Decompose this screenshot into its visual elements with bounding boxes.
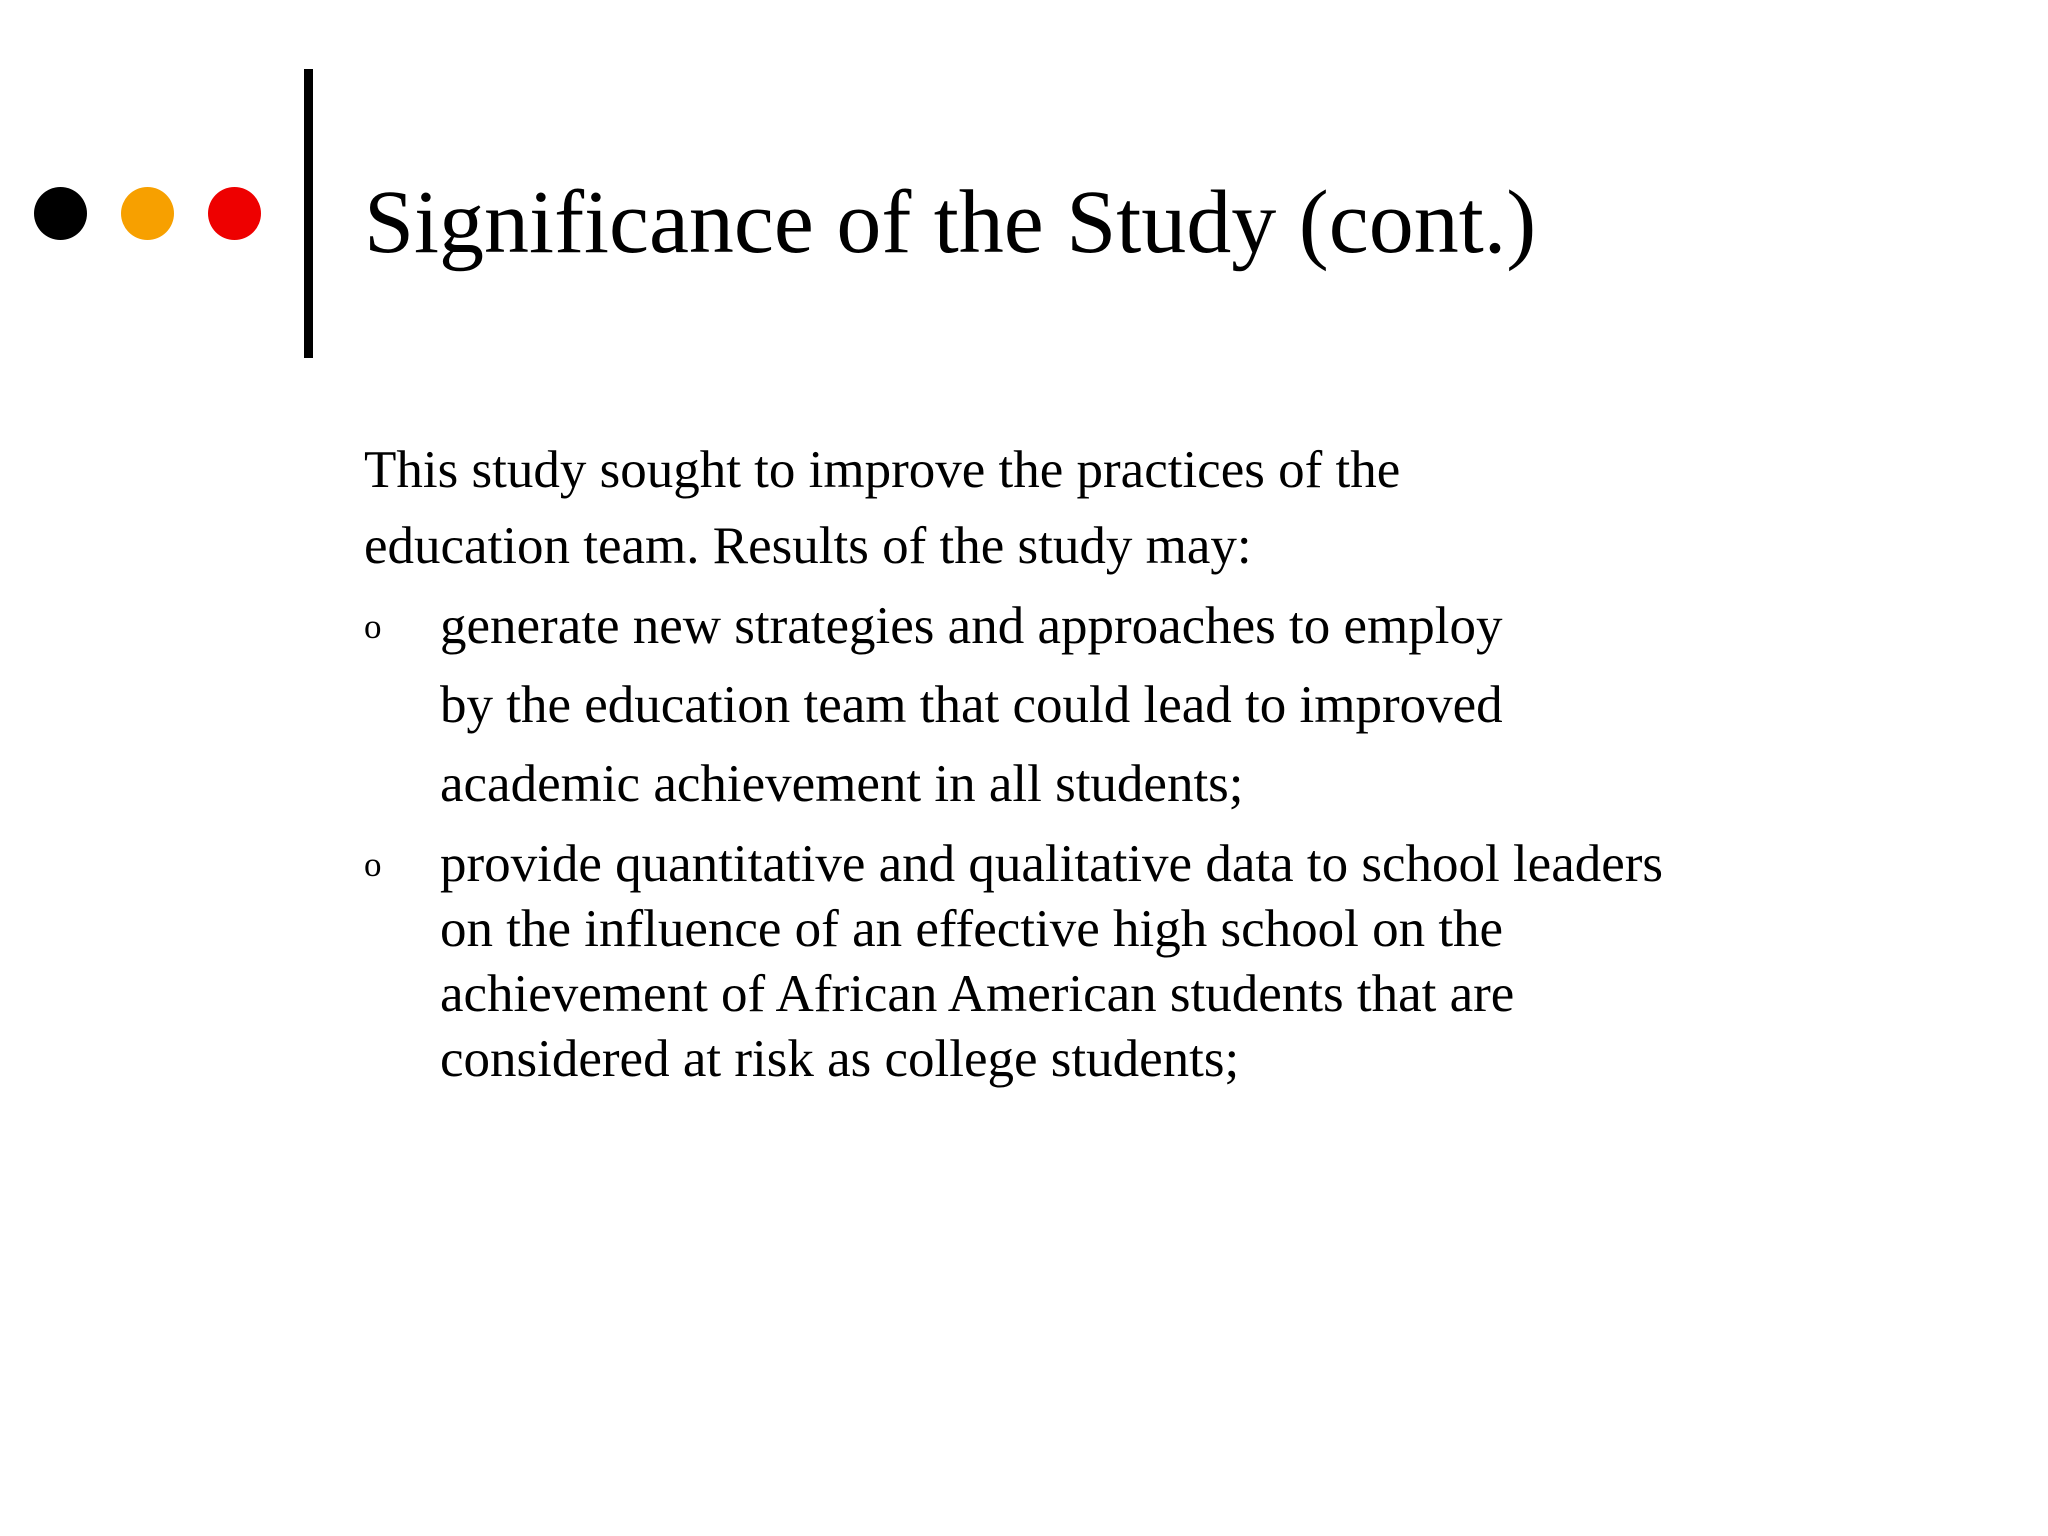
bullet-marker: o [364,607,382,646]
red-dot-icon [208,187,261,240]
title-divider [304,69,313,358]
bullet-line: provide quantitative and qualitative data to school leaders [440,835,1664,893]
intro-line: This study sought to improve the practices of the [364,441,1401,499]
bullet-line: on the influence of an effective high school on the [440,900,1504,958]
bullet-line: generate new strategies and approaches to employ [440,597,1503,655]
bullet-line: considered at risk as college students; [440,1030,1240,1088]
bullet-item [440,587,1503,824]
slide-title: Significance of the Study (cont.) [364,173,1537,272]
orange-dot-icon [121,187,174,240]
bullet-line: achievement of African American students that are [440,965,1515,1023]
intro-text [364,432,1964,584]
black-dot-icon [34,187,87,240]
intro-line: education team. Results of the study may: [364,517,1252,575]
bullet-item [440,832,1663,1092]
bullet-line: by the education team that could lead to improved [440,676,1503,734]
bullet-line: academic achievement in all students; [440,755,1244,813]
bullet-marker: o [364,845,382,884]
